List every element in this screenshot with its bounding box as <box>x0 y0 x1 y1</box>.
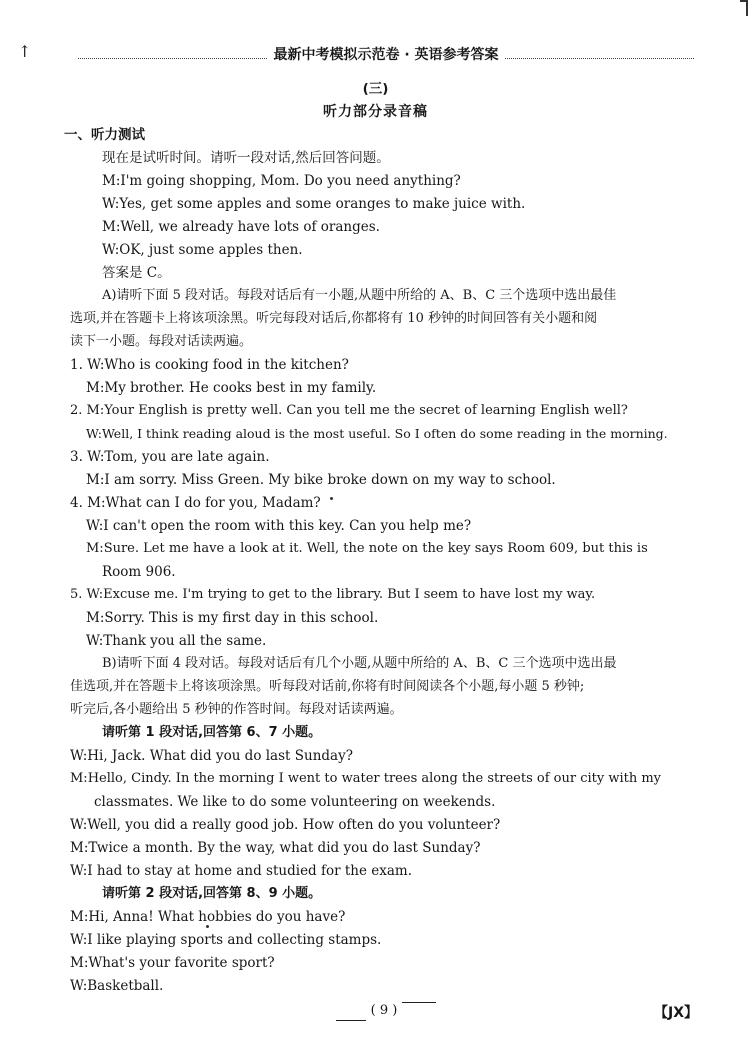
scan-speck <box>206 925 209 928</box>
dialogue-line: 1. W:Who is cooking food in the kitchen? <box>70 357 349 373</box>
dialogue-line: M:My brother. He cooks best in my family. <box>86 380 377 396</box>
instruction-line: 选项,并在答题卡上将该项涂黑。听完每段对话后,你都将有 10 秒钟的时间回答有关小题和阅 <box>70 311 598 326</box>
conversation-heading: 请听第 1 段对话,回答第 6、7 小题。 <box>102 725 322 740</box>
dialogue-line: W:OK, just some apples then. <box>102 242 303 258</box>
footer-rule-right <box>402 1002 436 1003</box>
instruction-line: 读下一小题。每段对话读两遍。 <box>70 334 253 349</box>
page-number-value: 9 <box>379 1003 389 1018</box>
dialogue-line: M:Sorry. This is my first day in this school. <box>86 610 379 626</box>
part-heading: 一、听力测试 <box>64 127 145 143</box>
dialogue-line: M:Hello, Cindy. In the morning I went to water trees along the streets of our city with my <box>70 771 662 786</box>
dialogue-line: Room 906. <box>102 564 176 580</box>
page-footer <box>336 1000 436 1024</box>
section-number: (三) <box>362 81 389 97</box>
paragraph-line: 现在是试听时间。请听一段对话,然后回答问题。 <box>102 150 390 166</box>
footer-rule-left <box>336 1020 366 1021</box>
dialogue-line: W:Well, you did a really good job. How often do you volunteer? <box>70 817 501 833</box>
instruction-line: B)请听下面 4 段对话。每段对话后有几个小题,从题中所给的 A、B、C 三个选项中选出最 <box>102 656 617 671</box>
dialogue-line: W:Hi, Jack. What did you do last Sunday? <box>70 748 353 764</box>
dialogue-line: M:Hi, Anna! What hobbies do you have? <box>70 909 346 925</box>
instruction-line: A)请听下面 5 段对话。每段对话后有一小题,从题中所给的 A、B、C 三个选项中选出最佳 <box>102 288 617 303</box>
dialogue-line: W:I had to stay at home and studied for the exam. <box>70 863 413 879</box>
edition-code: 【JX】 <box>654 1005 699 1021</box>
dialogue-line: W:Yes, get some apples and some oranges to make juice with. <box>102 196 526 212</box>
dialogue-line: 2. M:Your English is pretty well. Can you tell me the secret of learning English well? <box>70 403 628 418</box>
conversation-heading: 请听第 2 段对话,回答第 8、9 小题。 <box>102 886 322 901</box>
dialogue-line: W:I like playing sports and collecting stamps. <box>70 932 382 948</box>
dialogue-line: M:I'm going shopping, Mom. Do you need anything? <box>102 173 461 189</box>
dialogue-line: 4. M:What can I do for you, Madam? <box>70 495 321 511</box>
corner-mark <box>740 0 748 16</box>
scan-speck <box>330 497 333 500</box>
dialogue-line: W:Well, I think reading aloud is the most useful. So I often do some reading in the morning. <box>86 426 668 441</box>
dialogue-line: classmates. We like to do some volunteering on weekends. <box>94 794 496 810</box>
dialogue-line: 3. W:Tom, you are late again. <box>70 449 270 465</box>
dialogue-line: M:Twice a month. By the way, what did you do last Sunday? <box>70 840 481 856</box>
answer-line: 答案是 C。 <box>102 265 171 281</box>
dialogue-line: 5. W:Excuse me. I'm trying to get to the library. But I seem to have lost my way. <box>70 587 596 602</box>
instruction-line: 佳选项,并在答题卡上将该项涂黑。听每段对话前,你将有时间阅读各个小题,每小题 5 秒钟; <box>70 679 585 694</box>
dialogue-line: M:Well, we already have lots of oranges. <box>102 219 380 235</box>
section-title: 听力部分录音稿 <box>323 104 428 120</box>
dialogue-line: W:Basketball. <box>70 978 164 994</box>
dialogue-line: W:Thank you all the same. <box>86 633 267 649</box>
binding-mark: ↑ <box>18 42 32 61</box>
page-number: ( 9 ) <box>370 1003 398 1018</box>
page-header <box>78 44 694 64</box>
header-title: 最新中考模拟示范卷 · 英语参考答案 <box>273 47 499 63</box>
instruction-line: 听完后,各小题给出 5 秒钟的作答时间。每段对话读两遍。 <box>70 702 403 717</box>
dialogue-line: M:Sure. Let me have a look at it. Well, the note on the key says Room 609, but this is <box>86 541 648 556</box>
header-dotted-rule-right <box>505 49 694 59</box>
dialogue-line: M:What's your favorite sport? <box>70 955 275 971</box>
dialogue-line: M:I am sorry. Miss Green. My bike broke down on my way to school. <box>86 472 556 488</box>
header-dotted-rule-left <box>78 49 267 59</box>
dialogue-line: W:I can't open the room with this key. Can you help me? <box>86 518 472 534</box>
